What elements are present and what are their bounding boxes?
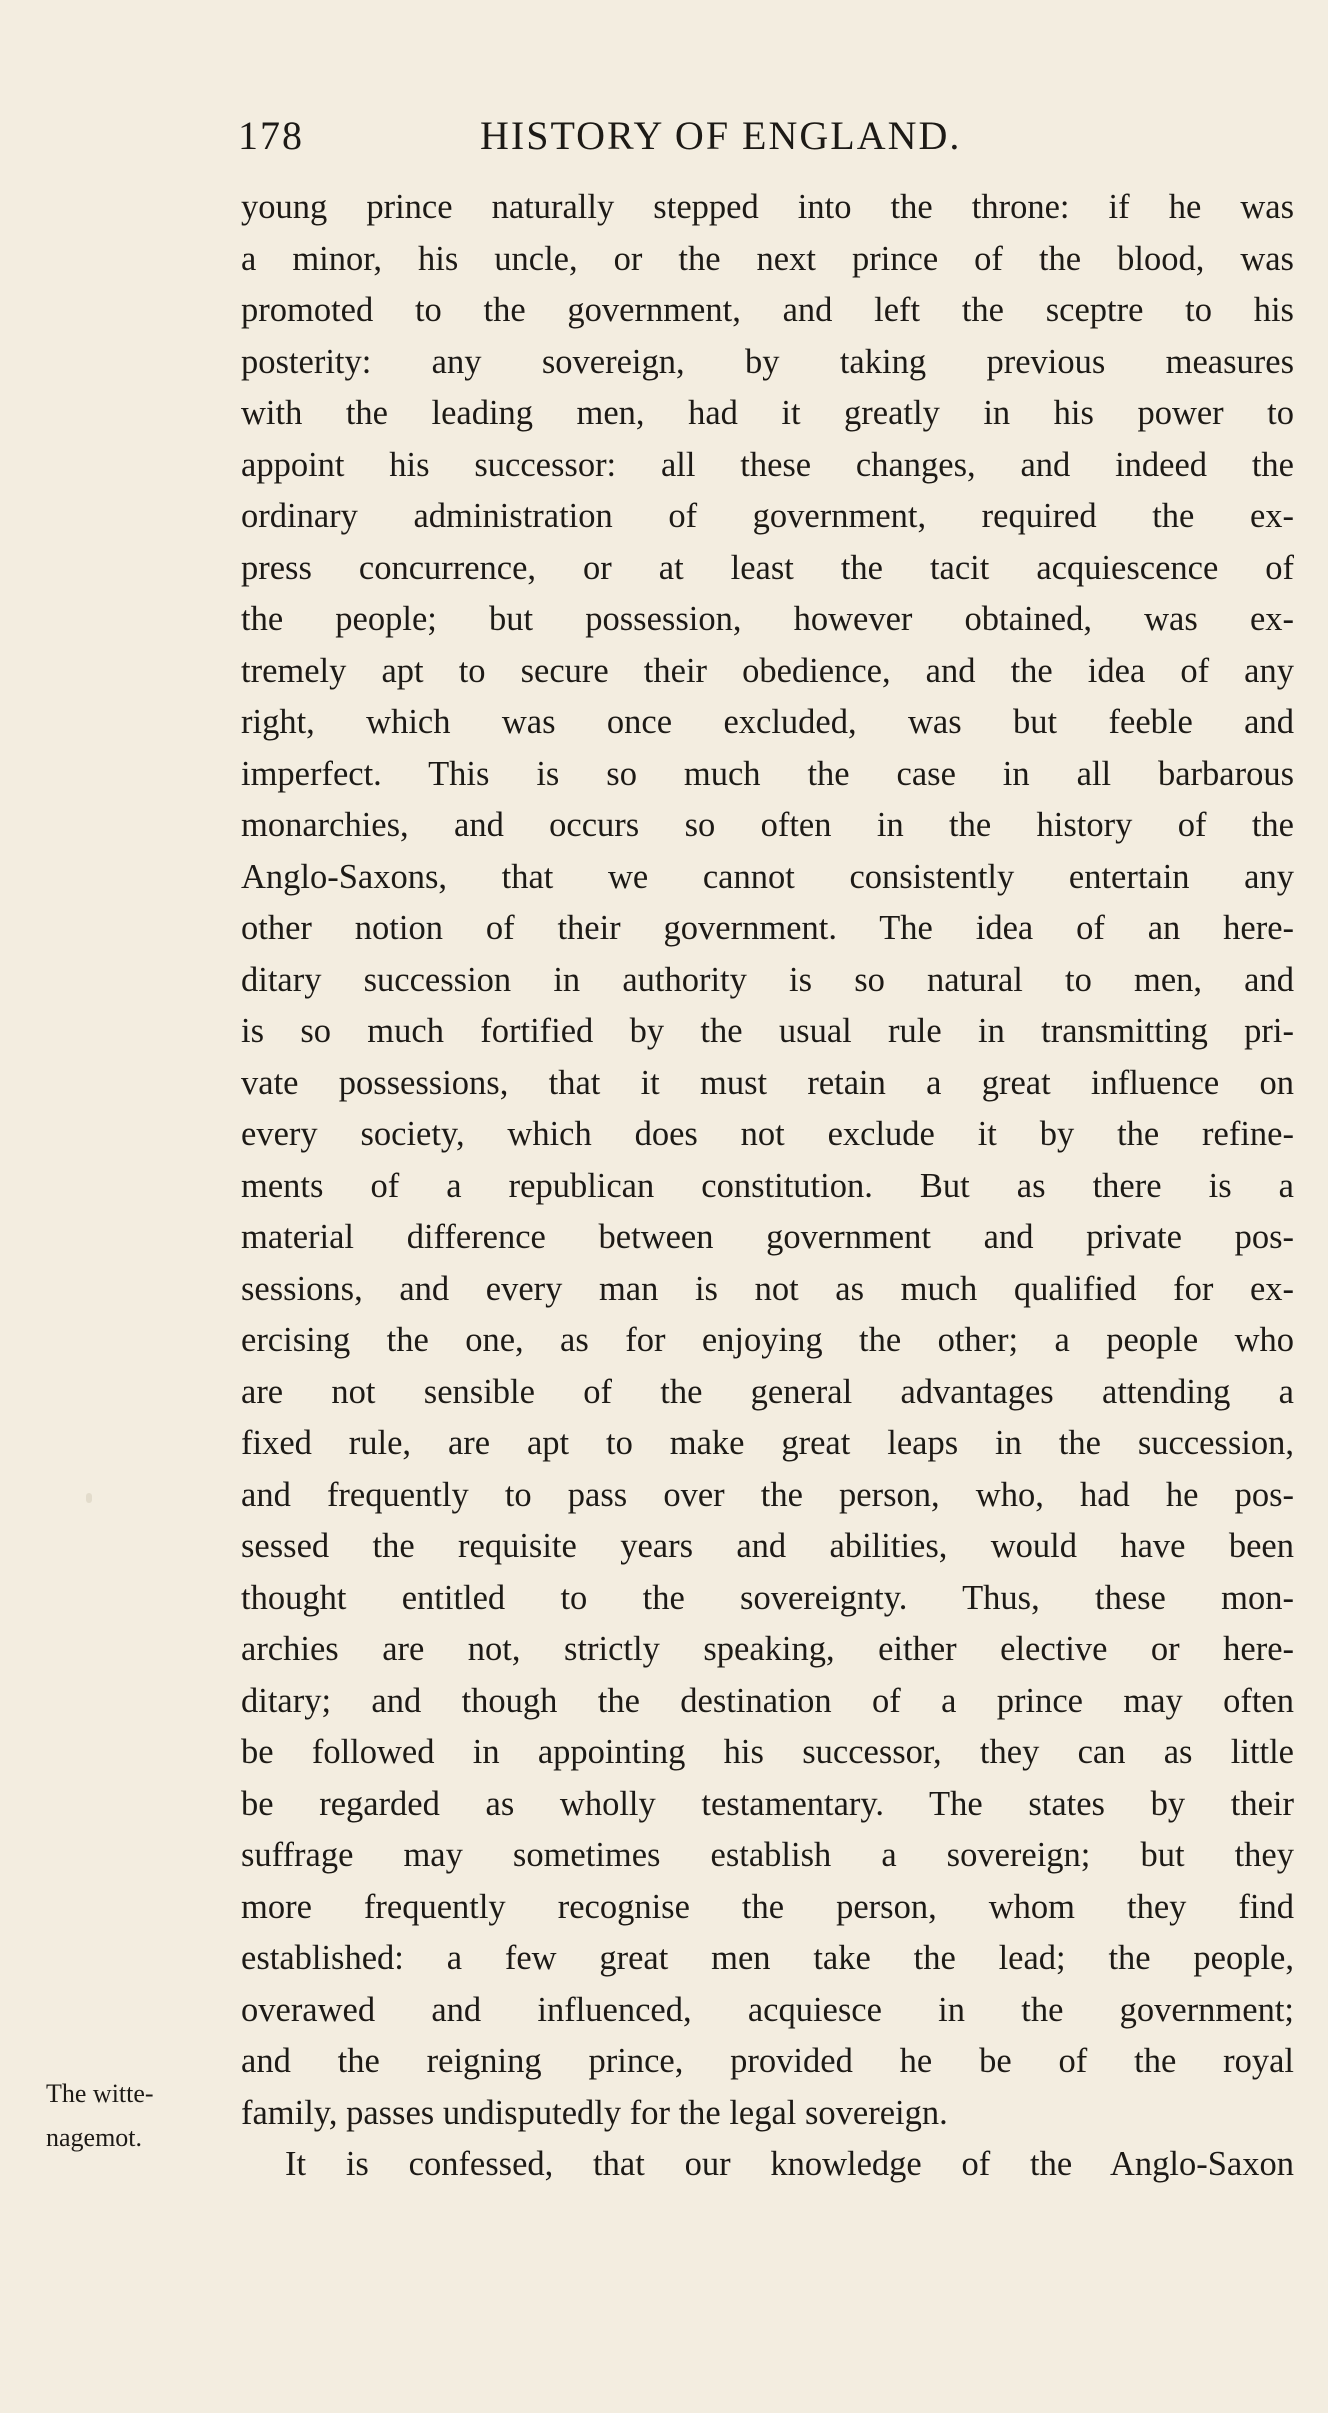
text-line: ments of a republican constitution. But as there is a (241, 1166, 1294, 1205)
text-line: young prince naturally stepped into the throne: if he was (241, 188, 1294, 226)
text-line: promoted to the government, and left the sceptre to his (241, 291, 1294, 329)
text-line: material difference between government and private pos- (241, 1218, 1294, 1256)
text-line: with the leading men, had it greatly in his power to (241, 394, 1294, 432)
margin-note (46, 2072, 236, 2160)
text-line: monarchies, and occurs so often in the history of the (241, 806, 1294, 844)
text-line: be followed in appointing his successor, they can as little (241, 1733, 1294, 1771)
page-number: 178 (238, 113, 304, 158)
text-line: tremely apt to secure their obedience, and the idea of any (241, 651, 1294, 690)
text-line: every society, which does not exclude it by the refine- (241, 1115, 1294, 1153)
text-line: suffrage may sometimes establish a sovereign; but they (241, 1836, 1294, 1874)
text-line: thought entitled to the sovereignty. Thus, these mon- (241, 1578, 1294, 1617)
text-line: ditary succession in authority is so natural to men, and (241, 960, 1294, 999)
text-line: are not sensible of the general advantages attending a (241, 1372, 1294, 1411)
text-line: It is confessed, that our knowledge of the Anglo-Saxon (285, 2145, 1294, 2183)
body-text (241, 182, 1294, 2191)
text-line: Anglo-Saxons, that we cannot consistently entertain any (241, 857, 1294, 896)
text-line: right, which was once excluded, was but feeble and (241, 703, 1294, 741)
text-line: overawed and influenced, acquiesce in the government; (241, 1990, 1294, 2029)
margin-note-line: nagemot. (46, 2123, 143, 2152)
text-line: sessions, and every man is not as much qualified for ex- (241, 1269, 1294, 1308)
text-line: be regarded as wholly testamentary. The states by their (241, 1784, 1294, 1823)
text-line: is so much fortified by the usual rule in transmitting pri- (241, 1012, 1294, 1050)
text-line: and frequently to pass over the person, who, had he pos- (241, 1475, 1294, 1514)
running-title: HISTORY OF ENGLAND. (480, 113, 962, 158)
text-line: more frequently recognise the person, whom they find (241, 1887, 1294, 1926)
text-line: fixed rule, are apt to make great leaps in the succession, (241, 1424, 1294, 1462)
margin-note-line: The witte- (46, 2079, 154, 2108)
bleed-through-mark (86, 1493, 92, 1503)
text-line: vate possessions, that it must retain a great influence on (241, 1063, 1294, 1102)
text-line: ditary; and though the destination of a prince may often (241, 1681, 1294, 1720)
text-line: a minor, his uncle, or the next prince of the blood, was (241, 239, 1294, 278)
text-line: established: a few great men take the lead; the people, (241, 1939, 1294, 1977)
text-line: posterity: any sovereign, by taking previous measures (241, 342, 1294, 381)
text-line: press concurrence, or at least the tacit acquiescence of (241, 548, 1294, 587)
text-line: ordinary administration of government, required the ex- (241, 497, 1294, 535)
text-line: archies are not, strictly speaking, either elective or here- (241, 1630, 1294, 1668)
text-line: the people; but possession, however obtained, was ex- (241, 600, 1294, 638)
text-line: appoint his successor: all these changes, and indeed the (241, 445, 1294, 484)
text-line: other notion of their government. The idea of an here- (241, 909, 1294, 947)
text-line: imperfect. This is so much the case in all barbarous (241, 754, 1294, 793)
text-line: ercising the one, as for enjoying the other; a people who (241, 1321, 1294, 1359)
running-header (238, 112, 1308, 162)
text-line: family, passes undisputedly for the legal sovereign. (241, 2093, 948, 2132)
text-line: and the reigning prince, provided he be of the royal (241, 2042, 1294, 2080)
text-line: sessed the requisite years and abilities, would have been (241, 1527, 1294, 1565)
